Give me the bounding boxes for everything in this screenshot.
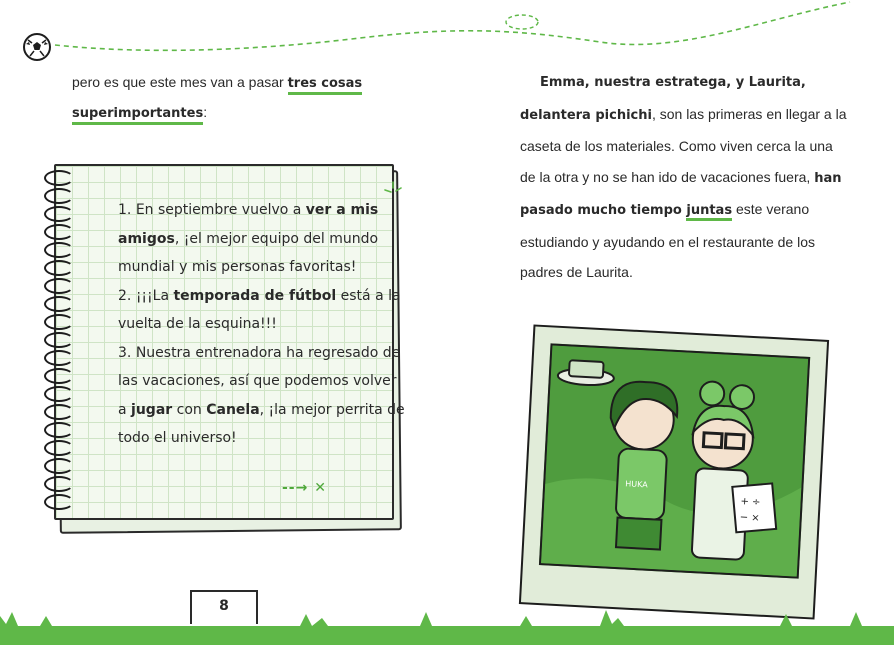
spiral-ring	[44, 242, 74, 258]
svg-text:+ ÷: + ÷	[740, 496, 761, 509]
spiral-ring	[44, 314, 74, 330]
spiral-ring	[44, 278, 74, 294]
spiral-ring	[44, 260, 74, 276]
spiral-ring	[44, 494, 74, 510]
spiral-ring	[44, 422, 74, 438]
polaroid-illustration	[519, 324, 829, 619]
spiral-ring	[44, 206, 74, 222]
list-text: , ¡la mejor perrita de todo el universo!	[118, 401, 405, 446]
bold-names: Emma, nuestra estratega, y Laurita, delantera pichichi	[520, 75, 806, 123]
list-bold: ver a mis amigos	[118, 202, 379, 247]
spiral-ring	[44, 458, 74, 474]
highlight-tres-cosas: tres cosas	[288, 76, 363, 95]
list-text: con	[172, 401, 207, 418]
spiral-ring	[44, 170, 74, 186]
list-bold: jugar	[131, 401, 173, 418]
paragraph-text: este verano estudiando y ayudando en el restaurante de los padres de Laurita.	[520, 201, 815, 280]
illustration-emma-laurita	[539, 343, 810, 578]
spiral-ring	[44, 404, 74, 420]
spiral-ring	[44, 296, 74, 312]
page-number: 8	[219, 598, 229, 614]
paragraph-text: , son las primeras en llegar a la caseta de los materiales. Como viven cerca la una de la otra y no se han ido de vacaciones fuera,	[520, 105, 847, 185]
list-text: En septiembre vuelvo a	[135, 202, 306, 218]
list-bold: Canela	[206, 401, 260, 418]
list-item	[118, 196, 408, 282]
right-paragraph	[520, 66, 850, 288]
list-text: Nuestra entrenadora ha regresado de las vacaciones, así que podemos volver a	[118, 344, 401, 418]
spiral-ring	[44, 332, 74, 348]
intro-text: pero es que este mes van a pasar	[72, 74, 288, 90]
characters-drawing	[541, 345, 808, 576]
notebook-page	[54, 164, 405, 520]
soccer-ball-icon	[22, 32, 52, 62]
list-item	[118, 339, 408, 453]
spiral-ring	[44, 224, 74, 240]
bold-text: han pasado mucho tiempo	[520, 170, 842, 218]
dashed-path-decoration	[0, 0, 894, 70]
list-item	[118, 282, 408, 339]
arrow-cross-doodle: --→ ✕	[282, 480, 327, 496]
svg-text:HUKA: HUKA	[625, 479, 648, 490]
spiral-ring	[44, 386, 74, 402]
spiral-notebook	[40, 160, 405, 532]
highlight-superimportantes: superimportantes	[72, 106, 203, 125]
page-number-goal	[190, 590, 258, 624]
svg-text:− ×: − ×	[739, 512, 760, 525]
notebook-list	[118, 196, 408, 453]
list-number: 1.	[118, 202, 132, 218]
spiral-ring	[44, 440, 74, 456]
spiral-ring	[44, 368, 74, 384]
grass-ground	[0, 598, 894, 645]
intro-colon: :	[203, 104, 208, 120]
spiral-rings	[40, 170, 80, 510]
list-text: ¡¡¡La	[135, 287, 174, 304]
spiral-ring	[44, 188, 74, 204]
list-text: está a la vuelta de la esquina!!!	[118, 287, 401, 332]
list-bold: temporada de fútbol	[173, 287, 337, 304]
list-number: 2.	[118, 287, 132, 304]
spiral-ring	[44, 476, 74, 492]
intro-paragraph	[72, 68, 432, 128]
underlined-juntas: juntas	[686, 203, 732, 221]
list-number: 3.	[118, 344, 132, 361]
list-text: , ¡el mejor equipo del mundo mundial y mis personas favoritas!	[118, 230, 379, 275]
spiral-ring	[44, 350, 74, 366]
